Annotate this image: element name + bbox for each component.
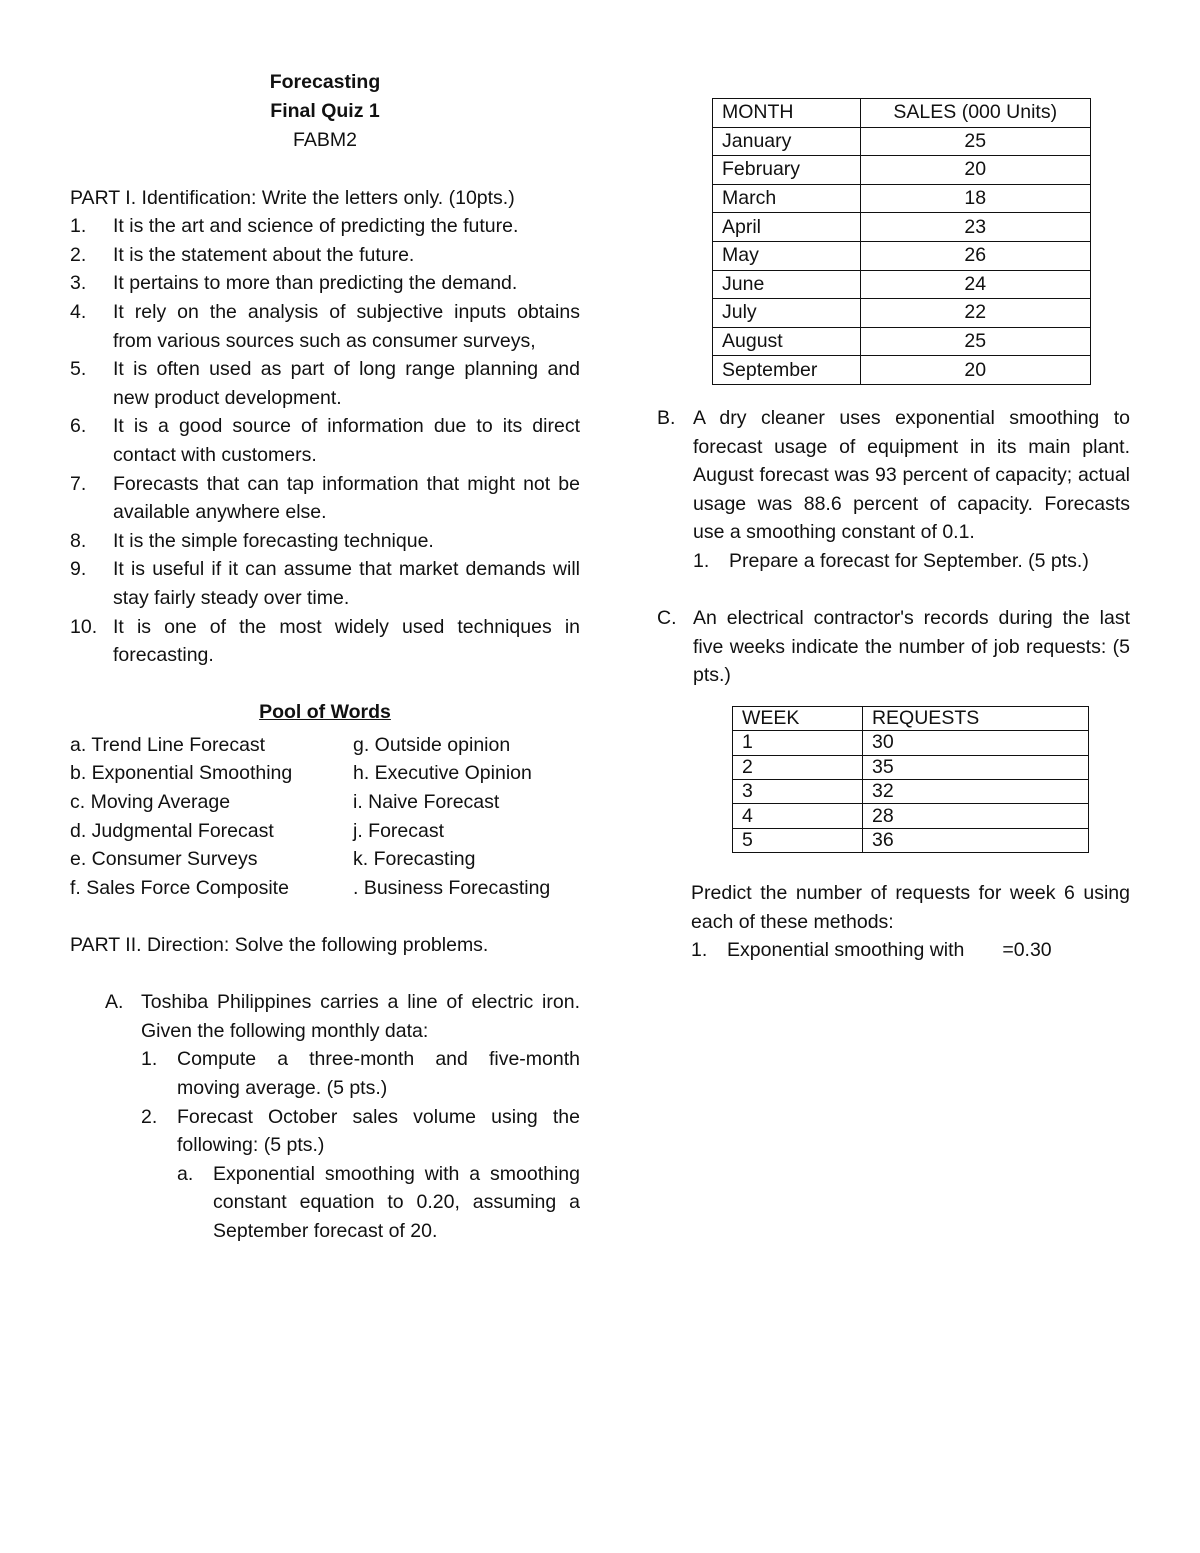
right-column — [657, 98, 1130, 965]
table-row — [713, 127, 1091, 156]
left-column — [70, 68, 580, 1246]
week-cell: 2 — [733, 755, 863, 779]
table-row — [713, 327, 1091, 356]
sub-label: a. — [177, 1162, 194, 1185]
table-row — [713, 270, 1091, 299]
question-item — [70, 470, 580, 527]
month-cell: April — [713, 213, 861, 242]
sub-label: 1. — [691, 939, 708, 962]
requests-cell: 30 — [862, 731, 1088, 755]
problem-a-sub2 — [141, 1103, 580, 1246]
question-item — [70, 355, 580, 412]
question-item — [70, 212, 580, 241]
sales-cell: 20 — [860, 356, 1090, 385]
problem-c — [657, 604, 1130, 690]
month-cell: March — [713, 184, 861, 213]
problem-a — [105, 988, 580, 1245]
table-row — [733, 804, 1089, 828]
question-text: It is a good source of information due to its direct contact with customers. — [113, 415, 580, 466]
week-cell: 3 — [733, 780, 863, 804]
month-cell: September — [713, 356, 861, 385]
sales-cell: 22 — [860, 299, 1090, 328]
question-number: 4. — [70, 300, 87, 323]
week-cell: 4 — [733, 804, 863, 828]
question-text: Forecasts that can tap information that might not be available anywhere else. — [113, 472, 580, 524]
month-cell: June — [713, 270, 861, 299]
table-row — [713, 184, 1091, 213]
question-text: It pertains to more than predicting the demand. — [113, 272, 518, 295]
problem-b-sub1 — [693, 547, 1130, 576]
month-cell: January — [713, 127, 861, 156]
pool-of-words-title: Pool of Words — [259, 701, 391, 724]
sales-cell: 23 — [860, 213, 1090, 242]
pool-item: a. Trend Line Forecast — [70, 733, 266, 756]
requests-cell: 35 — [862, 755, 1088, 779]
month-cell: July — [713, 299, 861, 328]
question-item — [70, 613, 580, 670]
requests-cell: 32 — [862, 780, 1088, 804]
question-text: It is the statement about the future. — [113, 243, 415, 266]
requests-table — [732, 706, 1089, 853]
pool-item: c. Moving Average — [70, 791, 231, 814]
pool-item: h. Executive Opinion — [353, 762, 532, 785]
question-number: 1. — [70, 215, 87, 238]
sales-cell: 24 — [860, 270, 1090, 299]
pool-of-words-list — [70, 731, 580, 903]
question-item — [70, 269, 580, 298]
quiz-subtitle: Final Quiz 1 — [270, 100, 380, 122]
question-item — [70, 527, 580, 556]
question-number: 5. — [70, 358, 87, 381]
question-number: 8. — [70, 529, 87, 552]
table-row — [713, 241, 1091, 270]
pool-item: f. Sales Force Composite — [70, 876, 289, 899]
question-text: It is often used as part of long range planning and new product development. — [113, 358, 580, 409]
course-code: FABM2 — [293, 129, 357, 151]
problem-c-label: C. — [657, 607, 677, 630]
sub-text: Prepare a forecast for September. (5 pts.) — [729, 549, 1089, 572]
requests-cell: 28 — [862, 804, 1088, 828]
pool-item: g. Outside opinion — [353, 733, 511, 756]
sales-cell: 26 — [860, 241, 1090, 270]
table-row — [733, 780, 1089, 804]
problem-c-predict — [691, 879, 1130, 965]
table-row — [733, 828, 1089, 852]
sub-label: 2. — [141, 1105, 158, 1128]
sales-cell: 20 — [860, 156, 1090, 185]
month-cell: May — [713, 241, 861, 270]
sub-label: 1. — [693, 549, 710, 572]
requests-cell: 36 — [862, 828, 1088, 852]
table-header-row — [733, 706, 1089, 730]
problem-b-label: B. — [657, 406, 676, 429]
question-number: 3. — [70, 272, 87, 295]
column-header-month: MONTH — [713, 99, 861, 128]
question-text: It is one of the most widely used techniques in forecasting. — [113, 615, 580, 667]
question-item — [70, 298, 580, 355]
sub-text: Compute a three-month and five-month moving average. (5 pts.) — [177, 1048, 580, 1099]
part1-question-list — [70, 212, 580, 670]
sales-cell: 25 — [860, 327, 1090, 356]
column-header-requests: REQUESTS — [862, 706, 1088, 730]
document-title: Forecasting — [269, 71, 381, 93]
column-header-sales: SALES (000 Units) — [860, 99, 1090, 128]
question-text: It is the simple forecasting technique. — [113, 529, 434, 552]
month-cell: February — [713, 156, 861, 185]
question-number: 7. — [70, 472, 87, 495]
problem-c-text: An electrical contractor's records during the last five weeks indicate the number of job requests: (5 pts.) — [693, 607, 1130, 687]
question-item — [70, 555, 580, 612]
question-number: 9. — [70, 558, 87, 581]
question-number: 10. — [70, 615, 98, 638]
problem-a-sub1 — [141, 1045, 580, 1102]
sub-label: 1. — [141, 1048, 158, 1071]
table-row — [733, 755, 1089, 779]
sub-text: Forecast October sales volume using the following: (5 pts.) — [177, 1105, 580, 1157]
question-text: It rely on the analysis of subjective inputs obtains from various sources such as consumer surveys, — [113, 300, 580, 352]
pool-item: e. Consumer Surveys — [70, 848, 258, 871]
part1-instruction: PART I. Identification: Write the letters only. (10pts.) — [70, 186, 515, 209]
pool-item: b. Exponential Smoothing — [70, 762, 293, 785]
question-number: 2. — [70, 243, 87, 266]
problem-c-sub1 — [691, 936, 1130, 965]
week-cell: 1 — [733, 731, 863, 755]
problem-b-text: A dry cleaner uses exponential smoothing to forecast usage of equipment in its main plant. August forecast was 93 percent of capacity; actual usage was 88.6 percent of capacity. Forecasts use a smoothing constant of 0.1. — [693, 406, 1130, 544]
problem-a-sub2a — [177, 1160, 580, 1246]
question-number: 6. — [70, 415, 87, 438]
month-cell: August — [713, 327, 861, 356]
problem-a-text: Toshiba Philippines carries a line of electric iron. Given the following monthly data: — [141, 991, 580, 1042]
table-row — [713, 299, 1091, 328]
part2-instruction: PART II. Direction: Solve the following problems. — [70, 934, 489, 957]
pool-item: k. Forecasting — [353, 848, 476, 871]
pool-item: i. Naive Forecast — [353, 791, 500, 814]
table-row — [713, 356, 1091, 385]
predict-text: Predict the number of requests for week 6 using each of these methods: — [691, 882, 1130, 933]
question-item — [70, 412, 580, 469]
week-cell: 5 — [733, 828, 863, 852]
table-header-row — [713, 99, 1091, 128]
table-row — [733, 731, 1089, 755]
pool-item: . Business Forecasting — [353, 876, 551, 899]
problem-b — [657, 404, 1130, 576]
pool-item: j. Forecast — [353, 819, 445, 842]
problem-a-label: A. — [105, 991, 124, 1014]
sub-text: Exponential smoothing with a smoothing constant equation to 0.20, assuming a September forecast of 20. — [213, 1162, 580, 1242]
table-row — [713, 213, 1091, 242]
sales-table — [712, 98, 1091, 385]
pool-item: d. Judgmental Forecast — [70, 819, 274, 842]
question-item — [70, 241, 580, 270]
question-text: It is useful if it can assume that market demands will stay fairly steady over time. — [113, 558, 580, 609]
sales-cell: 25 — [860, 127, 1090, 156]
sales-cell: 18 — [860, 184, 1090, 213]
question-text: It is the art and science of predicting the future. — [113, 215, 519, 238]
column-header-week: WEEK — [733, 706, 863, 730]
sub-text: Exponential smoothing with =0.30 — [727, 939, 1052, 962]
table-row — [713, 156, 1091, 185]
